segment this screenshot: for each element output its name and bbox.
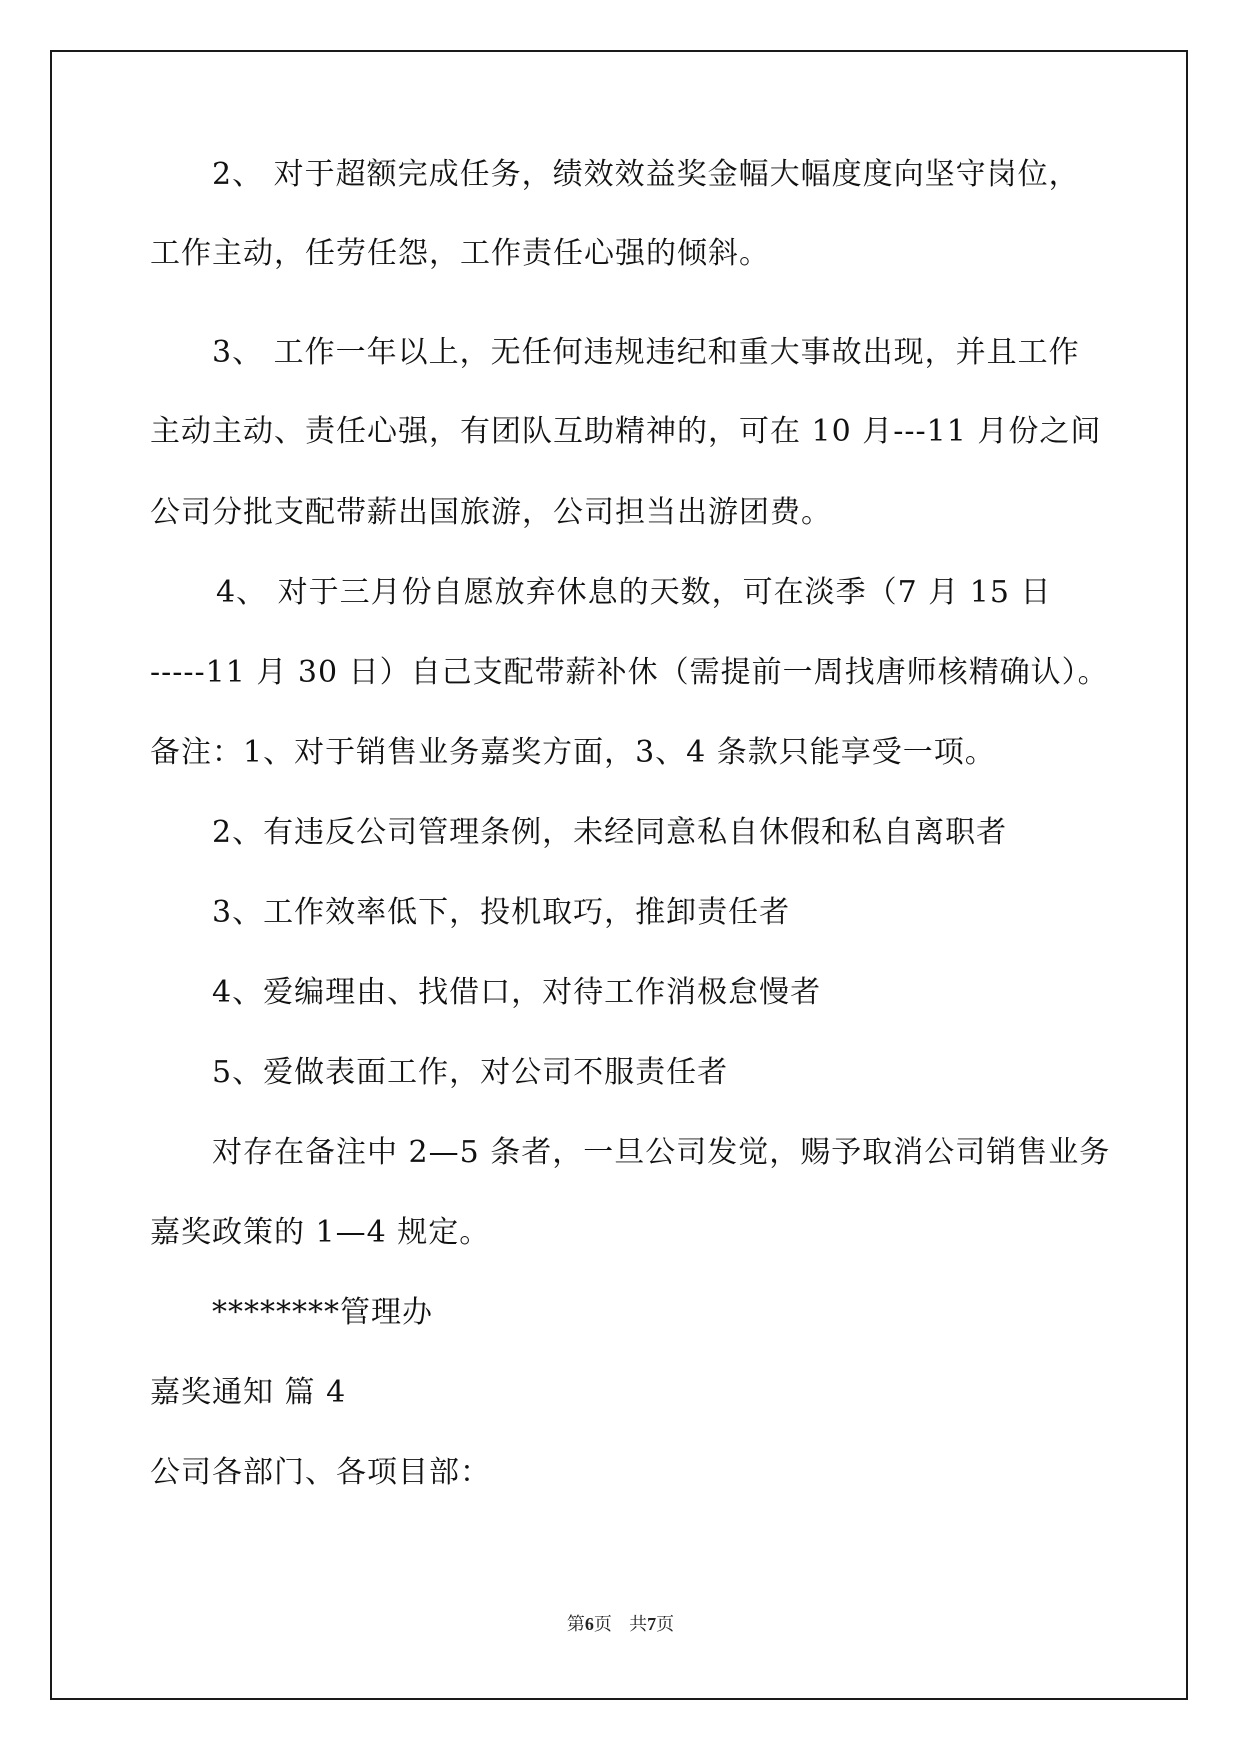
- paragraph-line: 2、 对于超额完成任务，绩效效益奖金幅大幅度度向坚守岗位，: [212, 157, 1080, 192]
- footer-prefix: 第: [566, 1614, 585, 1635]
- paragraph-line: 嘉奖政策的 1—4 规定。: [150, 1215, 491, 1250]
- paragraph-line: 4、爱编理由、找借口，对待工作消极怠慢者: [212, 975, 822, 1010]
- paragraph-line: 备注：1、对于销售业务嘉奖方面，3、4 条款只能享受一项。: [150, 735, 996, 770]
- paragraph-line: 3、工作效率低下，投机取巧，推卸责任者: [212, 895, 791, 930]
- paragraph-line: 对存在备注中 2—5 条者，一旦公司发觉，赐予取消公司销售业务: [212, 1135, 1111, 1170]
- current-page-number: 6: [584, 1614, 594, 1634]
- footer-total-prefix: 共: [629, 1614, 648, 1635]
- signature-line: ********管理办: [212, 1295, 433, 1330]
- page-footer: [0, 1610, 1241, 1636]
- paragraph-line: 3、 工作一年以上，无任何违规违纪和重大事故出现，并且工作: [212, 335, 1080, 370]
- footer-page-word: 页: [593, 1614, 612, 1635]
- paragraph-line: 主动主动、责任心强，有团队互助精神的，可在 10 月---11 月份之间: [150, 414, 1102, 449]
- paragraph-line: 公司分批支配带薪出国旅游，公司担当出游团费。: [150, 495, 832, 530]
- paragraph-line: 2、有违反公司管理条例，未经同意私自休假和私自离职者: [212, 815, 1008, 850]
- paragraph-line: 4、 对于三月份自愿放弃休息的天数，可在淡季（7 月 15 日: [216, 575, 1052, 610]
- total-pages-number: 7: [647, 1614, 657, 1634]
- salutation-line: 公司各部门、各项目部：: [150, 1455, 491, 1490]
- section-heading: 嘉奖通知 篇 4: [150, 1375, 347, 1410]
- paragraph-line: -----11 月 30 日）自己支配带薪补休（需提前一周找唐师核精确认）。: [150, 655, 1109, 690]
- paragraph-line: 工作主动，任劳任怨，工作责任心强的倾斜。: [150, 236, 770, 271]
- footer-total-suffix: 页: [656, 1614, 675, 1635]
- paragraph-line: 5、爱做表面工作，对公司不服责任者: [212, 1055, 729, 1090]
